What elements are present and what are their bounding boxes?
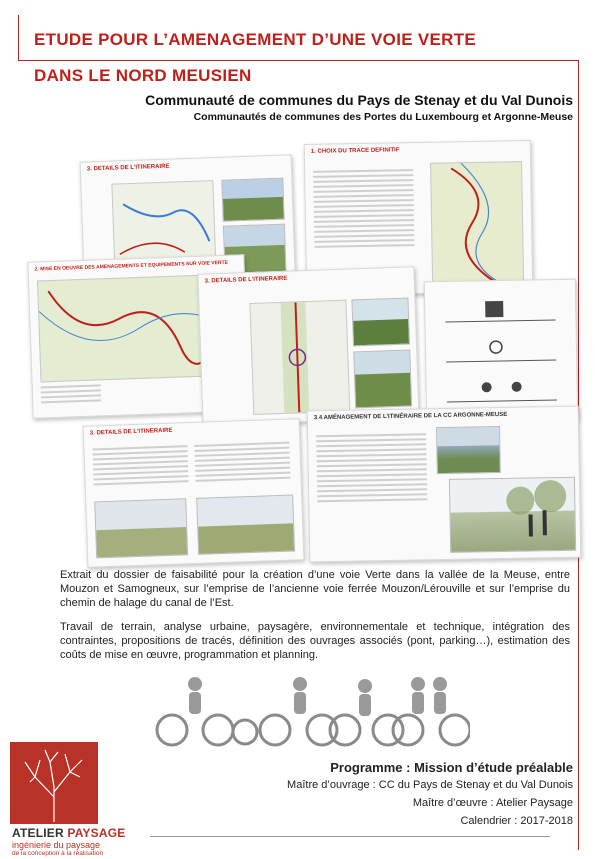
logo-name-part1: ATELIER bbox=[12, 826, 68, 840]
cyclists-illustration bbox=[150, 672, 470, 752]
landscape-photo bbox=[353, 349, 412, 408]
detail-map bbox=[250, 301, 349, 414]
visualisation-image bbox=[196, 495, 295, 555]
calendrier: Calendrier : 2017-2018 bbox=[460, 815, 573, 827]
programme-title: Programme : Mission d’étude préalable bbox=[330, 760, 573, 775]
report-sheet bbox=[307, 406, 582, 563]
text-block bbox=[194, 442, 290, 485]
text-block bbox=[316, 433, 427, 505]
visualisation-image bbox=[94, 498, 188, 558]
report-sheet bbox=[83, 418, 305, 567]
left-rule bbox=[18, 15, 19, 60]
walkers-drawing bbox=[450, 478, 575, 552]
sheet-title: 1. CHOIX DU TRACE DEFINITIF bbox=[310, 147, 400, 155]
maitre-ouvrage: Maître d’ouvrage : CC du Pays de Stenay et du Val Dunois bbox=[287, 779, 573, 791]
report-collage bbox=[30, 140, 578, 560]
map-image bbox=[430, 161, 524, 287]
text-block bbox=[92, 445, 188, 488]
logo-tagline: ingénierie du paysage bbox=[12, 840, 101, 850]
sheet-title: 3. DETAILS DE L'ITINERAIRE bbox=[89, 427, 173, 437]
text-block bbox=[313, 169, 414, 251]
logo-name bbox=[12, 826, 125, 840]
tree-icon bbox=[10, 742, 98, 824]
legend-block bbox=[41, 384, 102, 406]
report-sheet bbox=[424, 279, 578, 424]
sheet-title: 3.4 AMÉNAGEMENT DE L'ITINÉRAIRE DE LA CC ARGONNE-MEUSE bbox=[313, 411, 508, 422]
report-sheet bbox=[197, 266, 419, 425]
description-paragraph-2: Travail de terrain, analyse urbaine, paysagère, environnementale et technique, intégration des contraintes, propositions de tracés, définition des ouvrages associés (pont, parking…), estimation des coûts de mise en œuvre, programmation et planning. bbox=[60, 621, 570, 661]
sheet-title: 3. DETAILS DE L'ITINERAIRE bbox=[204, 275, 288, 285]
client-secondary: Communautés de communes des Portes du Luxembourg et Argonne-Meuse bbox=[193, 111, 573, 123]
client-main: Communauté de communes du Pays de Stenay et du Val Dunois bbox=[145, 92, 573, 108]
logo-tagline-secondary: de la conception à la réalisation bbox=[12, 850, 104, 857]
page-title-line2: DANS LE NORD MEUSIEN bbox=[34, 66, 252, 85]
profile-drawings bbox=[425, 280, 577, 423]
route-map bbox=[431, 162, 523, 286]
landscape-photo bbox=[351, 297, 410, 346]
logo-tree-box bbox=[10, 742, 98, 824]
page-title-line1: ETUDE POUR L’AMENAGEMENT D’UNE VOIE VERTE bbox=[34, 30, 477, 49]
bottom-rule bbox=[150, 836, 550, 837]
maitre-oeuvre: Maître d’œuvre : Atelier Paysage bbox=[412, 797, 573, 809]
landscape-photo bbox=[221, 178, 284, 222]
river-photo bbox=[436, 426, 501, 474]
logo-name-part2: PAYSAGE bbox=[67, 826, 126, 840]
description-paragraph-1: Extrait du dossier de faisabilité pour la création d’une voie Verte dans la vallée de la Meuse, entre Mouzon et Samogneux, sur l’emprise de l’ancienne voie ferrée Mouzon/Lérouville et sur l’emprise du chemin de halage du canal de l’Est. bbox=[60, 569, 570, 609]
sheet-title: 2. MISE EN OEUVRE DES AMENAGEMENTS ET EQUIPEMENTS SUR VOIE VERTE bbox=[34, 259, 229, 273]
top-rule bbox=[18, 60, 578, 61]
walkers-visualisation bbox=[449, 477, 576, 553]
atelier-paysage-logo bbox=[10, 742, 126, 857]
map-image bbox=[249, 300, 350, 415]
sheet-title: 3. DETAILS DE L'ITINERAIRE bbox=[86, 163, 170, 173]
